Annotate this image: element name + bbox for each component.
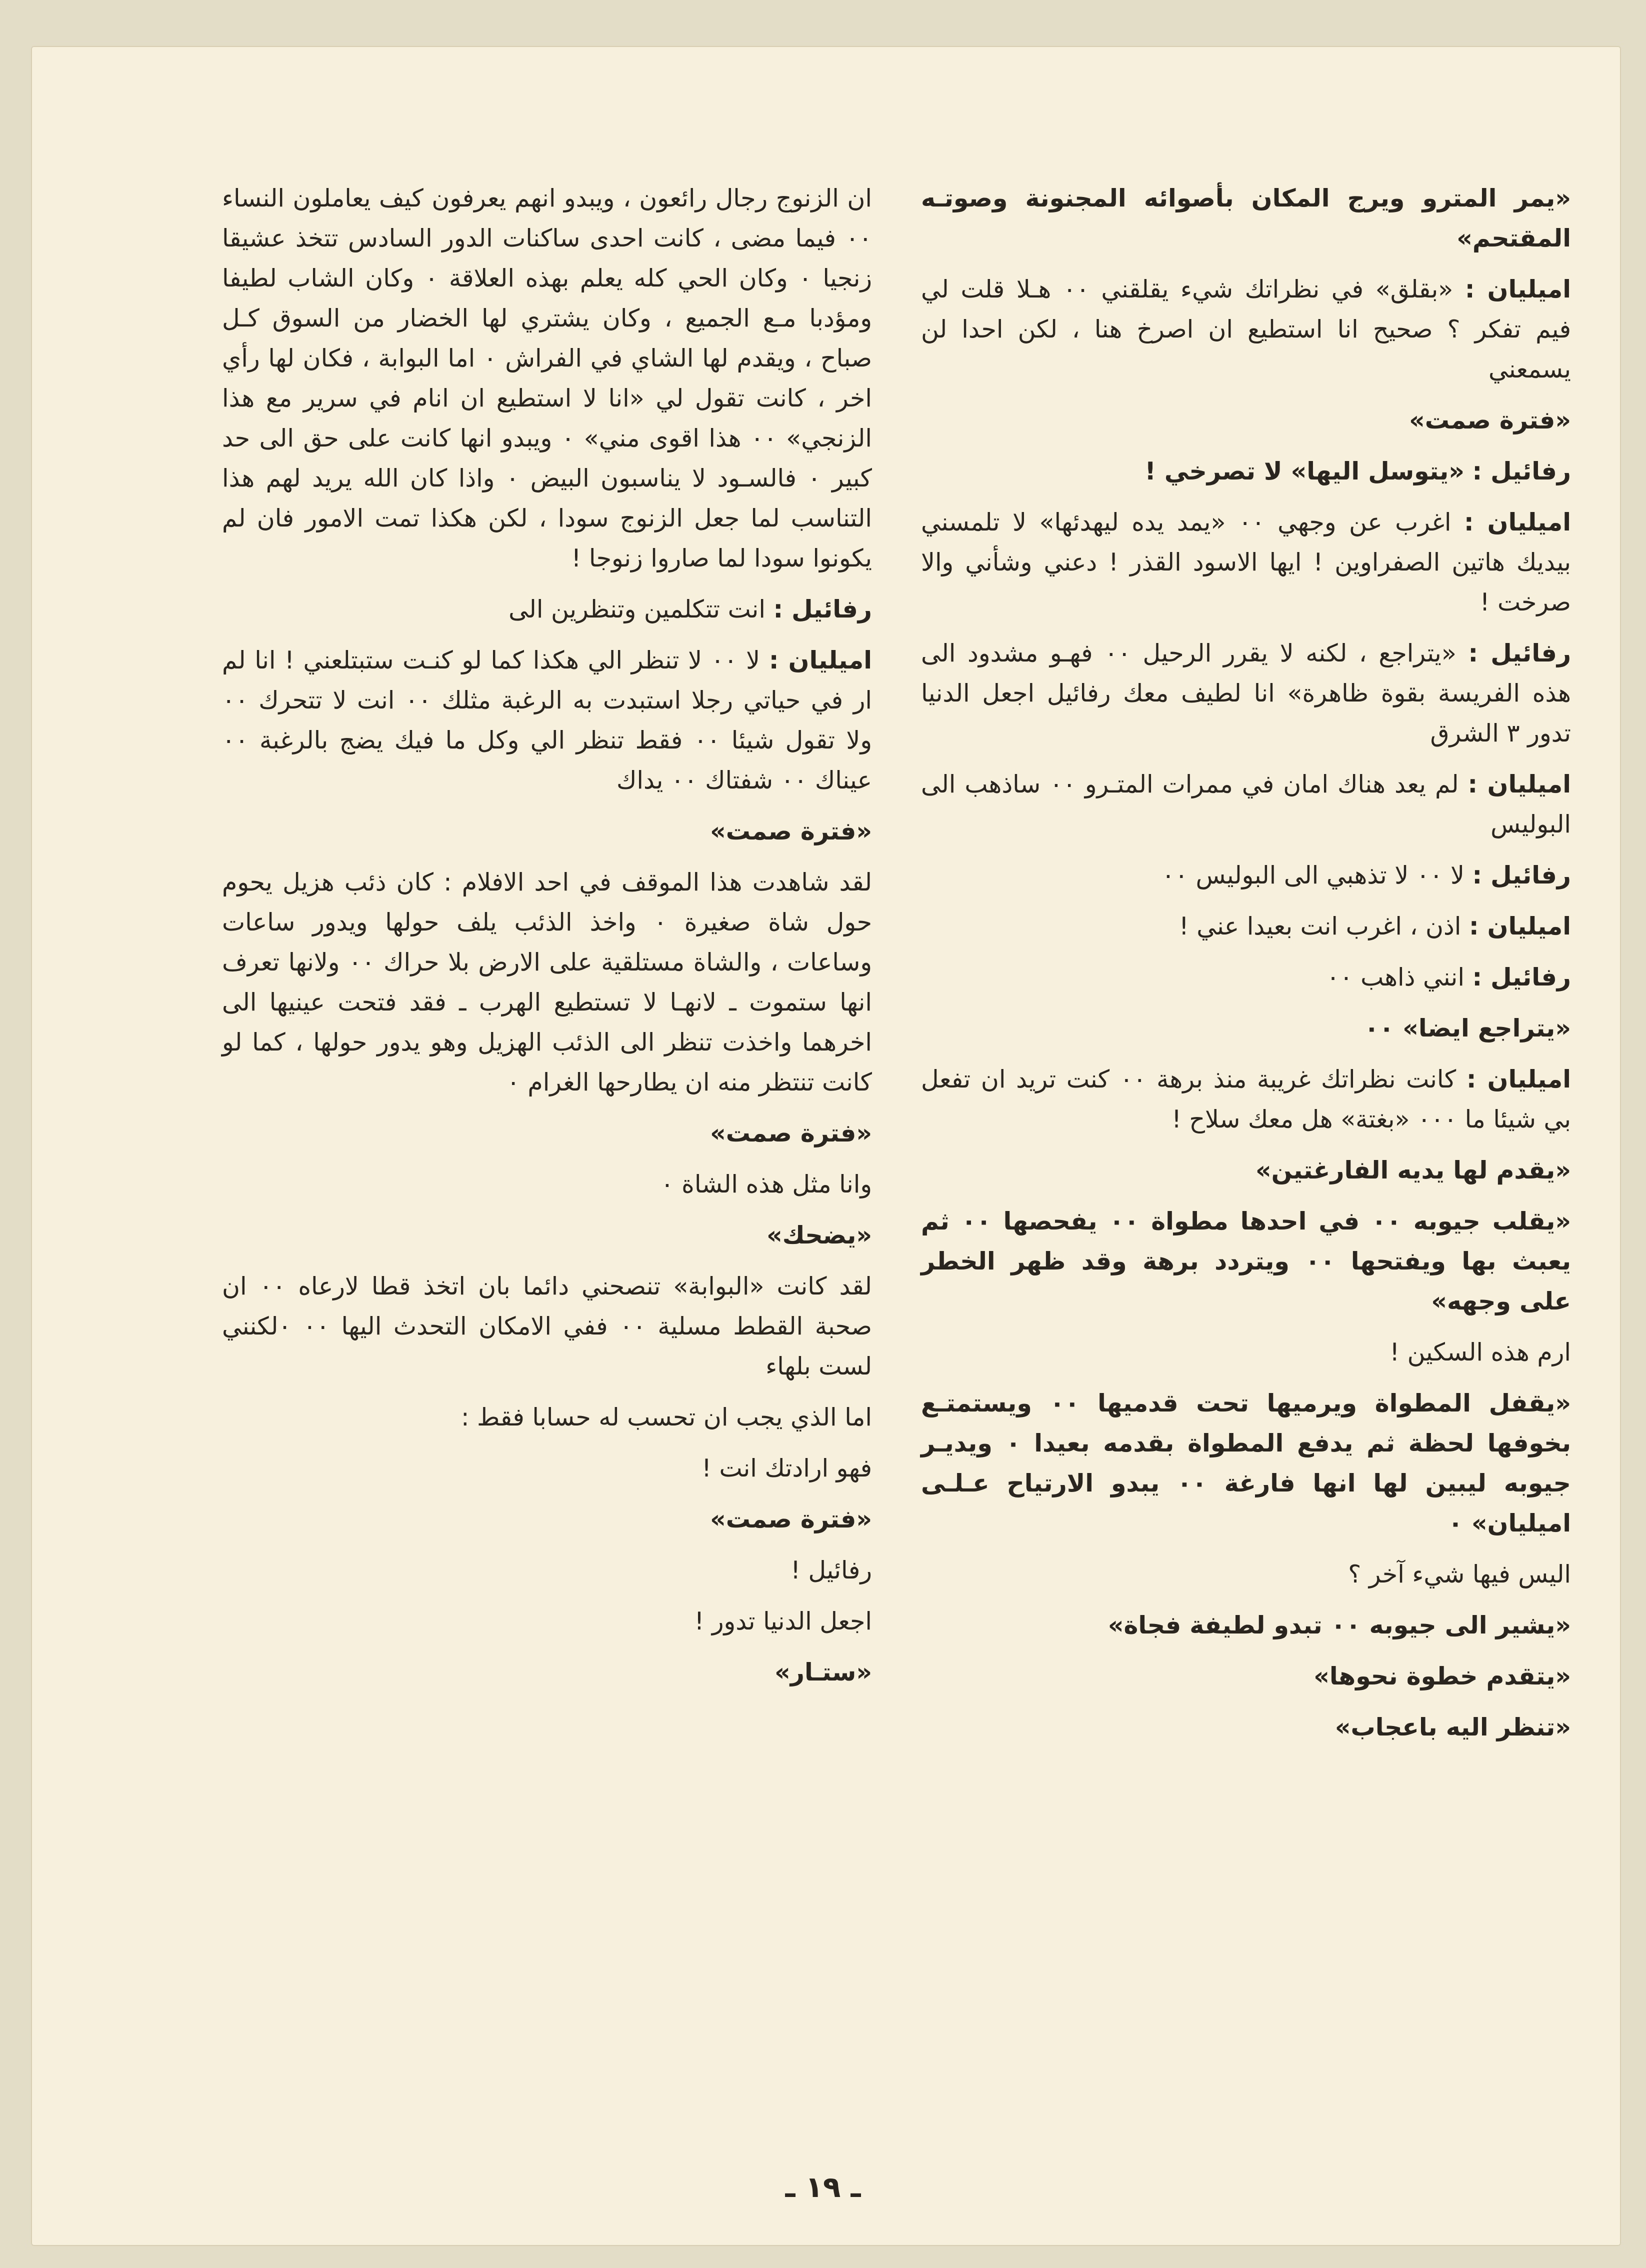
paragraph-text: ارم هذه السكين !: [1390, 1338, 1571, 1366]
stage-direction: [921, 1202, 1571, 1322]
dialogue-line: [921, 856, 1571, 896]
paragraph: [222, 1448, 872, 1488]
dialogue-line: [921, 906, 1571, 946]
dialogue-text: انني ذاهب ٠٠: [1326, 963, 1464, 992]
stage-direction-text: «ستـار»: [774, 1658, 872, 1686]
stage-direction-text: «تنظر اليه باعجاب»: [1334, 1713, 1571, 1742]
dialogue-line: [921, 764, 1571, 844]
speaker-name: رفائيل :: [1472, 861, 1571, 890]
dialogue-line: [921, 958, 1571, 998]
dialogue-line: [222, 590, 872, 630]
dialogue-text: اذن ، اغرب انت بعيدا عني !: [1179, 912, 1462, 940]
paragraph: [921, 1554, 1571, 1594]
speaker-name: اميليان :: [1468, 912, 1571, 940]
dialogue-text: لم يعد هناك امان في ممرات المتـرو ٠٠ ساذهب الى البوليس: [921, 770, 1571, 838]
dialogue-line: [222, 640, 872, 800]
stage-direction-text: «فترة صمت»: [710, 817, 872, 846]
stage-direction-text: «فترة صمت»: [1409, 406, 1571, 434]
speaker-name: رفائيل :: [1468, 639, 1572, 668]
stage-direction: [921, 1708, 1571, 1748]
stage-direction: [921, 1008, 1571, 1048]
speaker-name: اميليان :: [1468, 770, 1571, 798]
dialogue-line: [921, 270, 1571, 390]
dialogue-text: لا ٠٠ لا تذهبي الى البوليس ٠٠: [1162, 861, 1464, 890]
speaker-name: اميليان :: [768, 646, 872, 674]
paragraph-text: لقد شاهدت هذا الموقف في احد الافلام : كان ذئب هزيل يحوم حول شاة صغيرة ٠ واخذ الذئب يلف حولها ويدور ساعات وساعات ، والشاة مستلقية على الارض بلا حراك ٠٠ ولانها تعرف انها ستموت ـ لانهـا لا تستطيع الهرب ـ فقد فتحت عينيها الى اخرهما واخذت تنظر الى الذئب الهزيل وهو يدور حولها ، كما لو كانت تنتظر منه ان يطارحها الغرام ٠: [222, 868, 872, 1096]
stage-direction: [921, 1150, 1571, 1190]
dialogue-text: «يتوسل اليها» لا تصرخي !: [1144, 457, 1464, 486]
stage-direction: [222, 812, 872, 852]
left-column: [222, 178, 872, 1704]
speaker-name: رفائيل :: [773, 595, 872, 624]
stage-direction-text: «يقفل المطواة ويرميها تحت قدميها ٠٠ ويستمتـع بخوفها لحظة ثم يدفع المطواة بقدمه بعيدا ٠ ويديـر جيوبه ليبين لها انها فارغة ٠٠ يبدو الارتياح عـلـى اميليان» ٠: [921, 1389, 1571, 1538]
paragraph: [222, 1602, 872, 1642]
paragraph: [921, 1332, 1571, 1372]
speaker-name: رفائيل :: [1472, 457, 1571, 486]
stage-direction: [921, 1606, 1571, 1646]
stage-direction-text: «يمر المترو ويرج المكان بأصوائه المجنونة وصوتـه المقتحم»: [921, 184, 1571, 252]
stage-direction: [222, 1652, 872, 1692]
stage-direction: [921, 178, 1571, 258]
dialogue-line: [921, 502, 1571, 622]
paragraph: [222, 1266, 872, 1386]
dialogue-text: «يتراجع ، لكنه لا يقرر الرحيل ٠٠ فهـو مشدود الى هذه الفريسة بقوة ظاهرة» انا لطيف معك رفائيل اجعل الدنيا تدور ٣ الشرق: [921, 639, 1571, 748]
paragraph-text: اليس فيها شيء آخر ؟: [1348, 1560, 1571, 1588]
speaker-name: اميليان :: [1464, 508, 1571, 536]
dialogue-text: كانت نظراتك غريبة منذ برهة ٠٠ كنت تريد ان تفعل بي شيئا ما ٠٠٠ «بغتة» هل معك سلاح !: [921, 1065, 1571, 1134]
dialogue-line: [921, 452, 1571, 492]
paragraph: [222, 862, 872, 1102]
paragraph-text: اما الذي يجب ان تحسب له حسابا فقط :: [460, 1403, 872, 1432]
speaker-name: اميليان :: [1464, 275, 1571, 304]
paragraph-text: رفائيل !: [790, 1556, 872, 1584]
page-number: ـ ١٩ ـ: [785, 2170, 861, 2204]
paragraph: [222, 1164, 872, 1204]
dialogue-text: لا ٠٠ لا تنظر الي هكذا كما لو كنـت ستبتلعني ! انا لم ار في حياتي رجلا استبدت به الرغبة مثلك ٠٠ انت لا تتحرك ٠٠ ولا تقول شيئا ٠٠ فقط تنظر الي وكل ما فيك يضج بالرغبة ٠٠ عيناك ٠٠ شفتاك ٠٠ يداك: [222, 646, 872, 794]
speaker-name: رفائيل :: [1472, 963, 1571, 992]
stage-direction: [222, 1500, 872, 1540]
stage-direction: [921, 1656, 1571, 1696]
paragraph: [222, 1550, 872, 1590]
paragraph: [222, 1398, 872, 1438]
dialogue-text: اغرب عن وجهي ٠٠ «يمد يده ليهدئها» لا تلمسني بيديك هاتين الصفراوين ! ايها الاسود القذر ! دعني وشأني والا صرخت !: [921, 508, 1571, 616]
page-sheet: [31, 46, 1621, 2246]
dialogue-text: انت تتكلمين وتنظرين الى: [508, 595, 766, 624]
dialogue-text: «بقلق» في نظراتك شيء يقلقني ٠٠ هـلا قلت لي فيم تفكر ؟ صحيح انا استطيع ان اصرخ هنا ، لكن احدا لن يسمعني: [921, 275, 1571, 384]
speaker-name: اميليان :: [1466, 1065, 1572, 1094]
paragraph-text: لقد كانت «البوابة» تنصحني دائما بان اتخذ قطا لارعاه ٠٠ ان صحبة القطط مسلية ٠٠ ففي الامكان التحدث اليها ٠٠ ٠لكنني لست بلهاء: [222, 1272, 872, 1380]
stage-direction-text: «يقلب جيوبه ٠٠ في احدها مطواة ٠٠ يفحصها ٠٠ ثم يعبث بها ويفتحها ٠٠ ويتردد برهة وقد ظهر الخطر على وجهه»: [921, 1207, 1571, 1316]
paragraph-text: فهو ارادتك انت !: [702, 1454, 872, 1482]
stage-direction-text: «فترة صمت»: [710, 1119, 872, 1148]
paragraph-text: وانا مثل هذه الشاة ٠: [660, 1170, 872, 1198]
paragraph: [222, 178, 872, 578]
stage-direction: [222, 1114, 872, 1154]
dialogue-line: [921, 1060, 1571, 1140]
stage-direction-text: «فترة صمت»: [710, 1505, 872, 1534]
stage-direction-text: «يشير الى جيوبه ٠٠ تبدو لطيفة فجاة»: [1108, 1611, 1571, 1640]
stage-direction-text: «يتراجع ايضا» ٠٠: [1364, 1014, 1571, 1042]
stage-direction: [921, 400, 1571, 440]
stage-direction: [222, 1216, 872, 1256]
paragraph-text: اجعل الدنيا تدور !: [694, 1607, 872, 1636]
stage-direction-text: «يقدم لها يديه الفارغتين»: [1256, 1156, 1571, 1184]
right-column: [921, 178, 1571, 1758]
paragraph-text: ان الزنوج رجال رائعون ، ويبدو انهم يعرفون كيف يعاملون النساء ٠٠ فيما مضى ، كانت احدى ساكنات الدور السادس تتخذ عشيقا زنجيا ٠ وكان الحي كله يعلم بهذه العلاقة ٠ وكان الشاب لطيفا ومؤدبا مـع الجميع ، وكان يشتري لها الخضار من السوق كـل صباح ، ويقدم لها الشاي في الفراش ٠ اما البوابة ، فكان لها رأي اخر ، كانت تقول لي «انا لا استطيع ان انام في سرير مع هذا الزنجي» ٠٠ هذا اقوى مني» ٠ ويبدو انها كانت على حق الى حد كبير ٠ فالسـود لا يناسبون البيض ٠ واذا كان الله يريد لهم هذا التناسب لما جعل الزنوج سودا ، لكن هكذا تمت الامور فان لم يكونوا سودا لما صاروا زنوجا !: [222, 184, 872, 572]
stage-direction-text: «يضحك»: [766, 1221, 872, 1250]
dialogue-line: [921, 634, 1571, 754]
stage-direction: [921, 1384, 1571, 1544]
stage-direction-text: «يتقدم خطوة نحوها»: [1314, 1662, 1571, 1690]
